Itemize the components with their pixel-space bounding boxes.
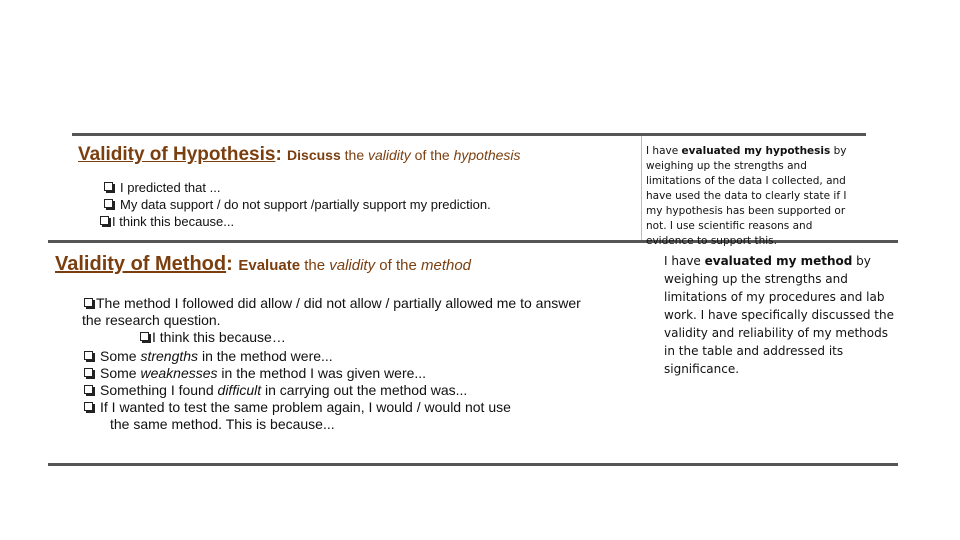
- checkbox-icon: [104, 199, 113, 208]
- method-title: Validity of Method: Evaluate the validity of the method: [55, 253, 472, 275]
- checkbox-icon: [84, 351, 93, 360]
- checkbox-icon: [84, 385, 93, 394]
- list-item: The method I followed did allow / did not allow / partially allowed me to answer: [84, 295, 581, 312]
- hypothesis-heading: Validity of Hypothesis: [78, 144, 276, 165]
- hypothesis-title: Validity of Hypothesis: Discuss the validity of the hypothesis: [78, 144, 521, 165]
- top-rule: [72, 133, 866, 136]
- list-item: My data support / do not support /partially support my prediction.: [104, 196, 491, 213]
- list-item: I predicted that ...: [104, 179, 491, 196]
- hypothesis-checklist: [104, 179, 491, 230]
- checkbox-icon: [100, 216, 109, 225]
- method-heading: Validity of Method: [55, 253, 227, 275]
- checkbox-icon: [84, 368, 93, 377]
- column-divider-top: [641, 136, 642, 240]
- method-checklist: [84, 295, 581, 433]
- checkbox-icon: [84, 402, 93, 411]
- list-item: Some strengths in the method were...: [84, 348, 581, 365]
- checkbox-icon: [84, 298, 93, 307]
- method-criteria: I have evaluated my method by weighing up the strengths and limitations of my procedures and lab work. I have specifically discussed the validity and reliability of my methods in the table and addressed its significance.: [664, 254, 894, 376]
- hypothesis-criteria: I have evaluated my hypothesis by weighing up the strengths and limitations of the data I collected, and have used the data to clearly state if I my hypothesis has been supported or not. I use scientific reasons and evidence to support this.: [646, 145, 847, 247]
- checkbox-icon: [104, 182, 113, 191]
- checkbox-icon: [140, 332, 149, 341]
- list-item: I think this because...: [100, 213, 491, 230]
- bottom-rule: [48, 463, 898, 466]
- list-item: I think this because…: [84, 329, 581, 346]
- list-item: Something I found difficult in carrying out the method was...: [84, 382, 581, 399]
- list-item: If I wanted to test the same problem again, I would / would not use: [84, 399, 581, 416]
- list-item-continuation: the research question.: [82, 312, 221, 328]
- list-item: Some weaknesses in the method I was given were...: [84, 365, 581, 382]
- method-instruction: Evaluate the validity of the method: [238, 257, 472, 274]
- list-item-continuation: the same method. This is because...: [110, 416, 335, 432]
- hypothesis-instruction: Discuss the validity of the hypothesis: [287, 147, 521, 163]
